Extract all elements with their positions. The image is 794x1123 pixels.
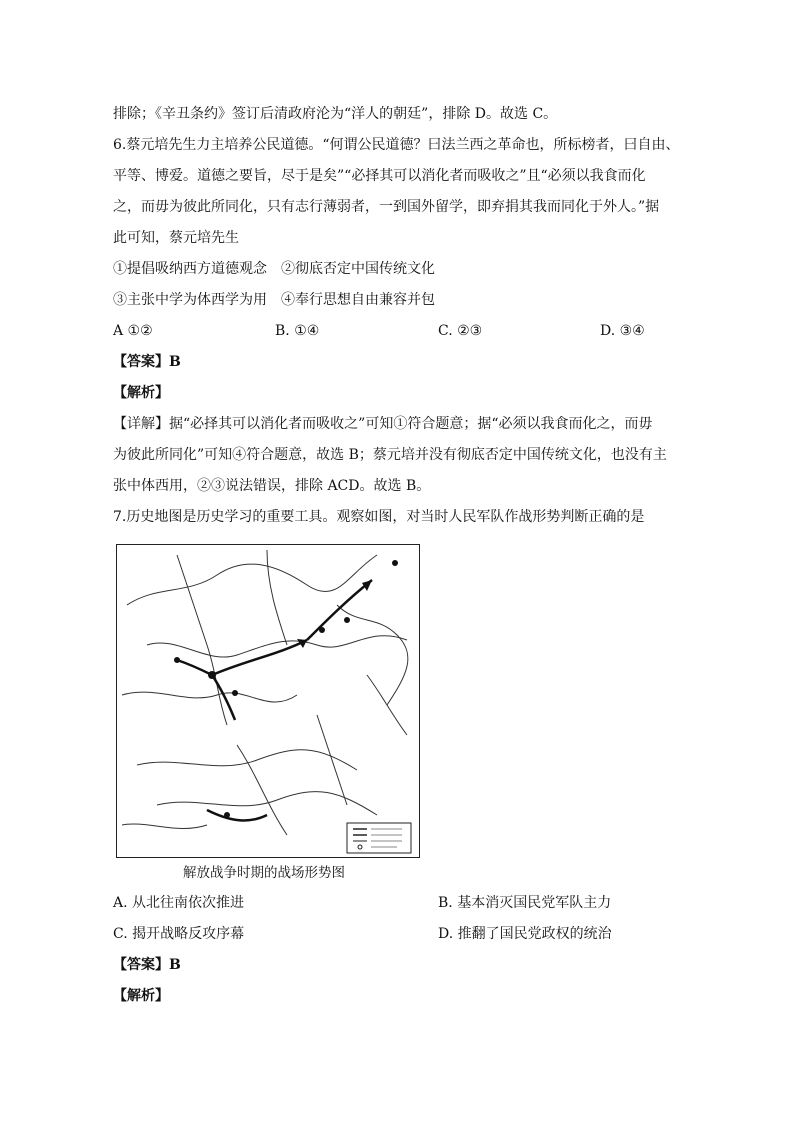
question-6-line-1: 6.蔡元培先生力主培养公民道德。“何谓公民道德？曰法兰西之革命也，所标榜者，曰自由、 (113, 137, 680, 153)
question-6-statement-1: ①提倡吸纳西方道德观念 ②彻底否定中国传统文化 (113, 261, 435, 277)
question-6-line-4: 此可知，蔡元培先生 (113, 230, 239, 246)
question-6-option-b: B. ①④ (275, 323, 320, 339)
question-6-statement-2: ③主张中学为体西学为用 ④奉行思想自由兼容并包 (113, 292, 435, 308)
question-7-option-b: B. 基本消灭国民党军队主力 (438, 895, 612, 911)
question-6-option-c: C. ②③ (438, 323, 483, 339)
question-6-option-d: D. ③④ (600, 323, 645, 339)
question-7-line: 7.历史地图是历史学习的重要工具。观察如图，对当时人民军队作战形势判断正确的是 (113, 509, 645, 525)
analysis-7: 【解析】 (113, 988, 169, 1004)
legend-box (347, 823, 411, 853)
question-6-line-3: 之，而毋为彼此所同化，只有志行薄弱者，一到国外留学，即弃捐其我而同化于外人。”据 (113, 199, 660, 215)
battlefield-map-figure (116, 544, 420, 858)
question-6-line-2: 平等、博爱。道德之要旨，尽于是矣”“必择其可以消化者而吸收之”且“必须以我食而化 (113, 168, 646, 184)
question-6-option-a: A ①② (113, 323, 153, 339)
detail-6-line-2: 为彼此所同化”可知④符合题意，故选 B；蔡元培并没有彻底否定中国传统文化，也没有主 (113, 447, 667, 463)
answer-7: 【答案】B (113, 957, 181, 973)
map-drawing (117, 545, 418, 856)
analysis-6: 【解析】 (113, 385, 169, 401)
answer-6: 【答案】B (113, 354, 181, 370)
map-caption: 解放战争时期的战场形势图 (183, 865, 345, 881)
detail-6-line-1: 【详解】据“必择其可以消化者而吸收之”可知①符合题意；据“必须以我食而化之，而毋 (113, 416, 653, 432)
text-line-1: 排除；《辛丑条约》签订后清政府沦为“洋人的朝廷”，排除 D。故选 C。 (113, 106, 558, 122)
question-7-option-c: C. 揭开战略反攻序幕 (113, 926, 245, 942)
question-7-option-d: D. 推翻了国民党政权的统治 (438, 926, 612, 942)
question-7-option-a: A. 从北往南依次推进 (113, 895, 245, 911)
detail-6-line-3: 张中体西用，②③说法错误，排除 ACD。故选 B。 (113, 478, 431, 494)
